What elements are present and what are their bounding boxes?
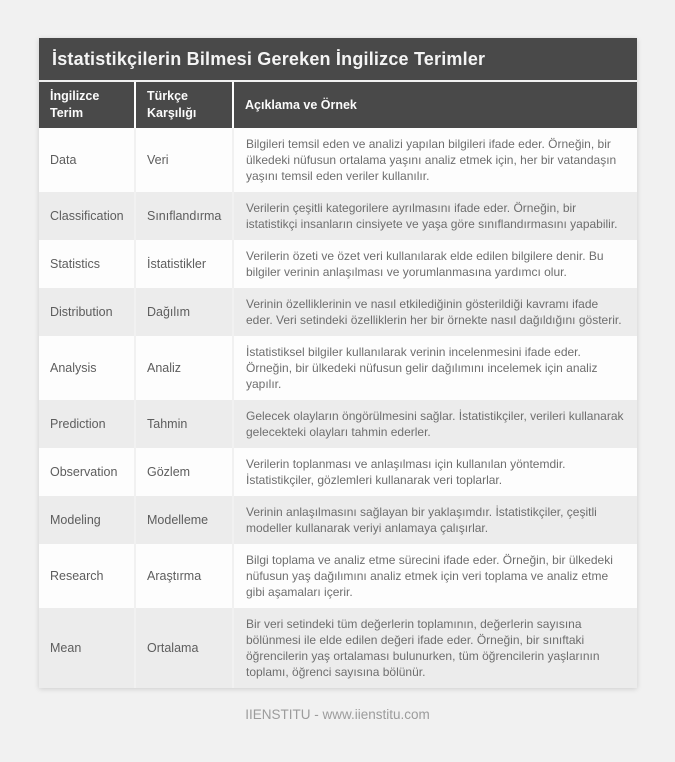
description-cell: Verinin özelliklerinin ve nasıl etkilediğinin gösterildiği kavramı ifade eder. Veri setindeki özelliklerin her bir örnekte nasıl dağıldığını gösterir.	[233, 288, 637, 336]
table-row	[39, 608, 637, 688]
term-cell: Statistics	[39, 240, 135, 288]
description-cell: İstatistiksel bilgiler kullanılarak verinin incelenmesini ifade eder. Örneğin, bir ülkedeki nüfusun gelir dağılımını incelemek için analiz yapılır.	[233, 336, 637, 400]
term-cell: Prediction	[39, 400, 135, 448]
term-cell: Distribution	[39, 288, 135, 336]
column-header-turkish-equivalent: Türkçe Karşılığı	[135, 82, 233, 128]
term-cell: Data	[39, 128, 135, 192]
turkish-cell: Sınıflandırma	[135, 192, 233, 240]
footer-credit: IIENSTITU - www.iienstitu.com	[245, 707, 430, 722]
turkish-cell: Dağılım	[135, 288, 233, 336]
description-cell: Verilerin toplanması ve anlaşılması için kullanılan yöntemdir. İstatistikçiler, gözlemleri kullanarak veri toplarlar.	[233, 448, 637, 496]
turkish-cell: Araştırma	[135, 544, 233, 608]
turkish-cell: Analiz	[135, 336, 233, 400]
term-cell: Modeling	[39, 496, 135, 544]
table-row	[39, 128, 637, 192]
term-cell: Mean	[39, 608, 135, 688]
term-cell: Analysis	[39, 336, 135, 400]
description-cell: Bir veri setindeki tüm değerlerin toplamının, değerlerin sayısına bölünmesi ile elde edilen değeri ifade eder. Örneğin, bir sınıftaki öğrencilerin yaş ortalaması bulunurken, tüm öğrencilerin yaşlarının toplamı, öğrenci sayısına bölünür.	[233, 608, 637, 688]
description-cell: Bilgi toplama ve analiz etme sürecini ifade eder. Örneğin, bir ülkedeki nüfusun yaş dağılımını analiz etmek için veri toplama ve analiz etme gibi aşamaları içerir.	[233, 544, 637, 608]
table-row	[39, 336, 637, 400]
turkish-cell: Gözlem	[135, 448, 233, 496]
term-cell: Research	[39, 544, 135, 608]
turkish-cell: İstatistikler	[135, 240, 233, 288]
terms-table-card	[39, 38, 637, 688]
table-header-row	[39, 82, 637, 128]
table-row	[39, 240, 637, 288]
turkish-cell: Ortalama	[135, 608, 233, 688]
table-row	[39, 400, 637, 448]
column-header-explanation-example: Açıklama ve Örnek	[233, 82, 637, 128]
page-title: İstatistikçilerin Bilmesi Gereken İngilizce Terimler	[39, 38, 637, 80]
turkish-cell: Tahmin	[135, 400, 233, 448]
table-row	[39, 288, 637, 336]
description-cell: Verilerin özeti ve özet veri kullanılarak elde edilen bilgilere denir. Bu bilgiler verinin anlaşılması ve yorumlanmasına yardımcı olur.	[233, 240, 637, 288]
column-header-english-term: İngilizce Terim	[39, 82, 135, 128]
description-cell: Verinin anlaşılmasını sağlayan bir yaklaşımdır. İstatistikçiler, çeşitli modeller kullanarak veriyi anlamaya çalışırlar.	[233, 496, 637, 544]
turkish-cell: Veri	[135, 128, 233, 192]
description-cell: Verilerin çeşitli kategorilere ayrılmasını ifade eder. Örneğin, bir istatistikçi insanların cinsiyete ve yaşa göre sınıflandırmasını yapabilir.	[233, 192, 637, 240]
table-row	[39, 496, 637, 544]
table-row	[39, 192, 637, 240]
table-row	[39, 544, 637, 608]
description-cell: Gelecek olayların öngörülmesini sağlar. İstatistikçiler, verileri kullanarak gelecekteki olayları tahmin ederler.	[233, 400, 637, 448]
term-cell: Classification	[39, 192, 135, 240]
terms-table	[39, 82, 637, 688]
turkish-cell: Modelleme	[135, 496, 233, 544]
description-cell: Bilgileri temsil eden ve analizi yapılan bilgileri ifade eder. Örneğin, bir ülkedeki nüfusun ortalama yaşını analiz etmek için, her bir vatandaşın yaşını temsil eden veriler kullanılır.	[233, 128, 637, 192]
table-row	[39, 448, 637, 496]
term-cell: Observation	[39, 448, 135, 496]
